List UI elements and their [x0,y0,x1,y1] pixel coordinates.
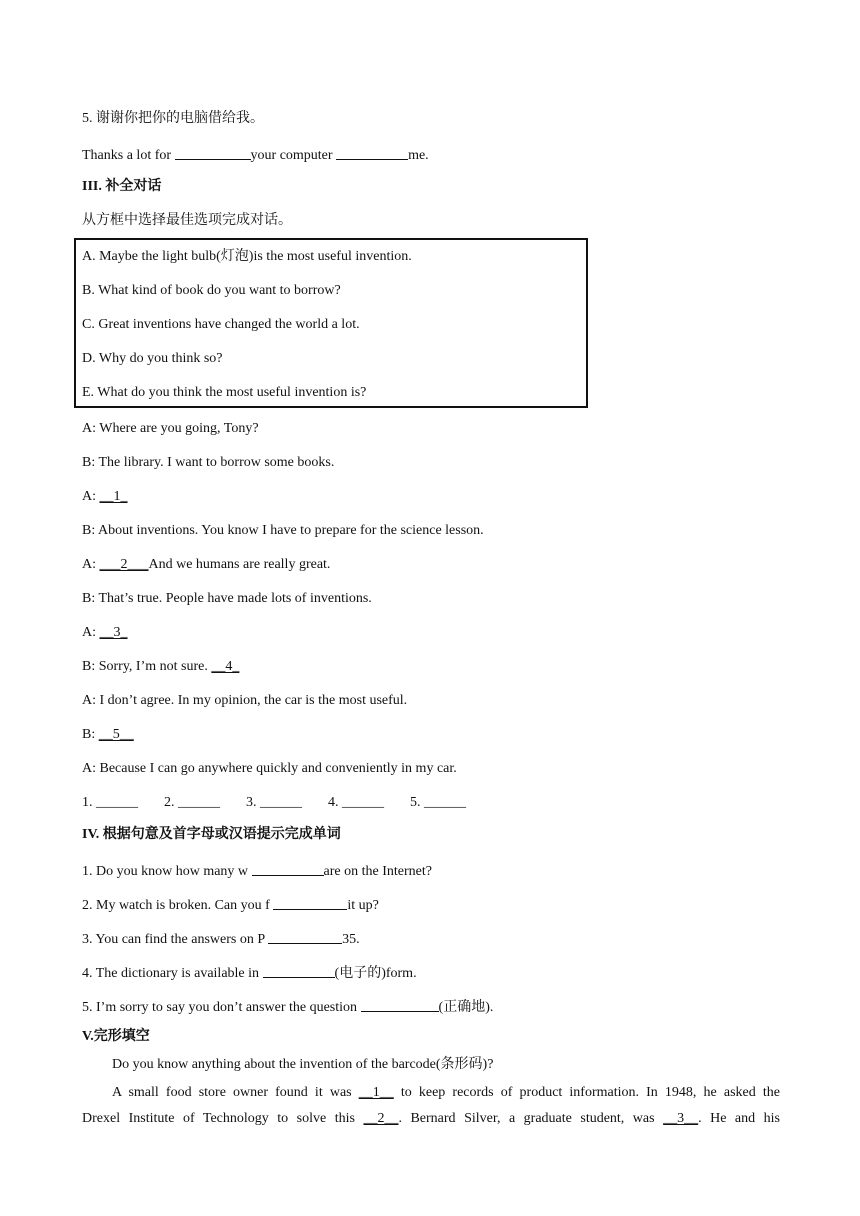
item-text: it up? [347,898,379,913]
dialogue-line-1: A: Where are you going, Tony? [82,421,259,436]
section3-instruction: 从方框中选择最佳选项完成对话。 [82,213,292,228]
dialogue-blank-2[interactable]: ___2___ [99,557,149,572]
word-item-5 [82,996,493,1017]
dialogue-line-9: A: I don’t agree. In my opinion, the car is the most useful. [82,693,408,708]
cloze-blank-2[interactable]: __2__ [363,1111,399,1126]
cloze-blank-1[interactable]: __1__ [358,1085,394,1100]
dialogue-blank-5[interactable]: __5__ [98,727,134,742]
option-c: C. Great inventions have changed the world a lot. [82,317,360,332]
dialogue-line-2: B: The library. I want to borrow some books. [82,455,335,470]
option-b: B. What kind of book do you want to borrow? [82,283,341,298]
speaker-a: A: [82,489,100,504]
speaker-b: B: [82,727,99,742]
speaker-a: A: [82,625,100,640]
dialogue-blank-3[interactable]: __3_ [99,625,128,640]
q5-text-a: Thanks a lot for [82,148,175,163]
answer-2[interactable]: 2. ______ [164,795,220,810]
cloze-text: to keep records of product information. In 1948, he asked the [393,1085,780,1100]
dialogue-text: And we humans are really great. [148,557,331,572]
section5-title: V.完形填空 [82,1029,150,1044]
cloze-text: Drexel Institute of Technology to solve this [82,1111,364,1126]
q5-text-c: me. [408,148,429,163]
word-blank-2[interactable] [273,895,347,910]
q5-text-b: your computer [250,148,337,163]
word-item-4 [82,962,417,983]
dialogue-line-8 [82,658,239,676]
word-item-3 [82,928,360,949]
item-text: 35. [342,932,360,947]
answer-3[interactable]: 3. ______ [246,795,302,810]
cloze-line-1 [112,1084,780,1102]
answer-5[interactable]: 5. ______ [410,795,466,810]
answer-1[interactable]: 1. ______ [82,795,138,810]
item-text: 4. The dictionary is available in [82,966,263,981]
q5-chinese: 5. 谢谢你把你的电脑借给我。 [82,111,264,126]
answer-4[interactable]: 4. ______ [328,795,384,810]
dialogue-blank-4[interactable]: __4_ [211,659,240,674]
item-text: 2. My watch is broken. Can you f [82,898,274,913]
item-text: (电子的)form. [334,966,417,981]
q5-blank-1[interactable] [175,145,251,160]
cloze-paragraph-1: Do you know anything about the invention of the barcode(条形码)? [112,1057,494,1072]
word-blank-5[interactable] [361,997,439,1012]
word-blank-3[interactable] [268,929,342,944]
cloze-line-2 [82,1110,780,1128]
section4-title: IV. 根据句意及首字母或汉语提示完成单词 [82,827,341,842]
word-blank-4[interactable] [263,963,335,978]
dialogue-line-10 [82,726,134,744]
cloze-text: A small food store owner found it was [112,1085,359,1100]
dialogue-line-3 [82,488,128,506]
q5-blank-2[interactable] [336,145,408,160]
cloze-blank-3[interactable]: __3__ [663,1111,699,1126]
word-item-1 [82,860,432,881]
option-e: E. What do you think the most useful invention is? [82,385,367,400]
section3-title: III. 补全对话 [82,179,162,194]
cloze-text: . He and his [698,1111,780,1126]
dialogue-line-11: A: Because I can go anywhere quickly and conveniently in my car. [82,761,457,776]
answer-row [82,794,466,812]
q5-english [82,144,429,165]
item-text: 1. Do you know how many w [82,864,252,879]
item-text: 3. You can find the answers on P [82,932,269,947]
dialogue-line-4: B: About inventions. You know I have to prepare for the science lesson. [82,523,484,538]
speaker-a: A: [82,557,100,572]
cloze-text: . Bernard Silver, a graduate student, was [398,1111,664,1126]
item-text: are on the Internet? [323,864,432,879]
dialogue-line-6: B: That’s true. People have made lots of inventions. [82,591,372,606]
option-a: A. Maybe the light bulb(灯泡)is the most useful invention. [82,249,412,264]
item-text: (正确地). [438,1000,494,1015]
dialogue-blank-1[interactable]: __1_ [99,489,128,504]
word-item-2 [82,894,379,915]
item-text: 5. I’m sorry to say you don’t answer the question [82,1000,361,1015]
dialogue-line-7 [82,624,128,642]
option-d: D. Why do you think so? [82,351,223,366]
dialogue-text: B: Sorry, I’m not sure. [82,659,212,674]
word-blank-1[interactable] [252,861,324,876]
dialogue-line-5 [82,556,330,574]
